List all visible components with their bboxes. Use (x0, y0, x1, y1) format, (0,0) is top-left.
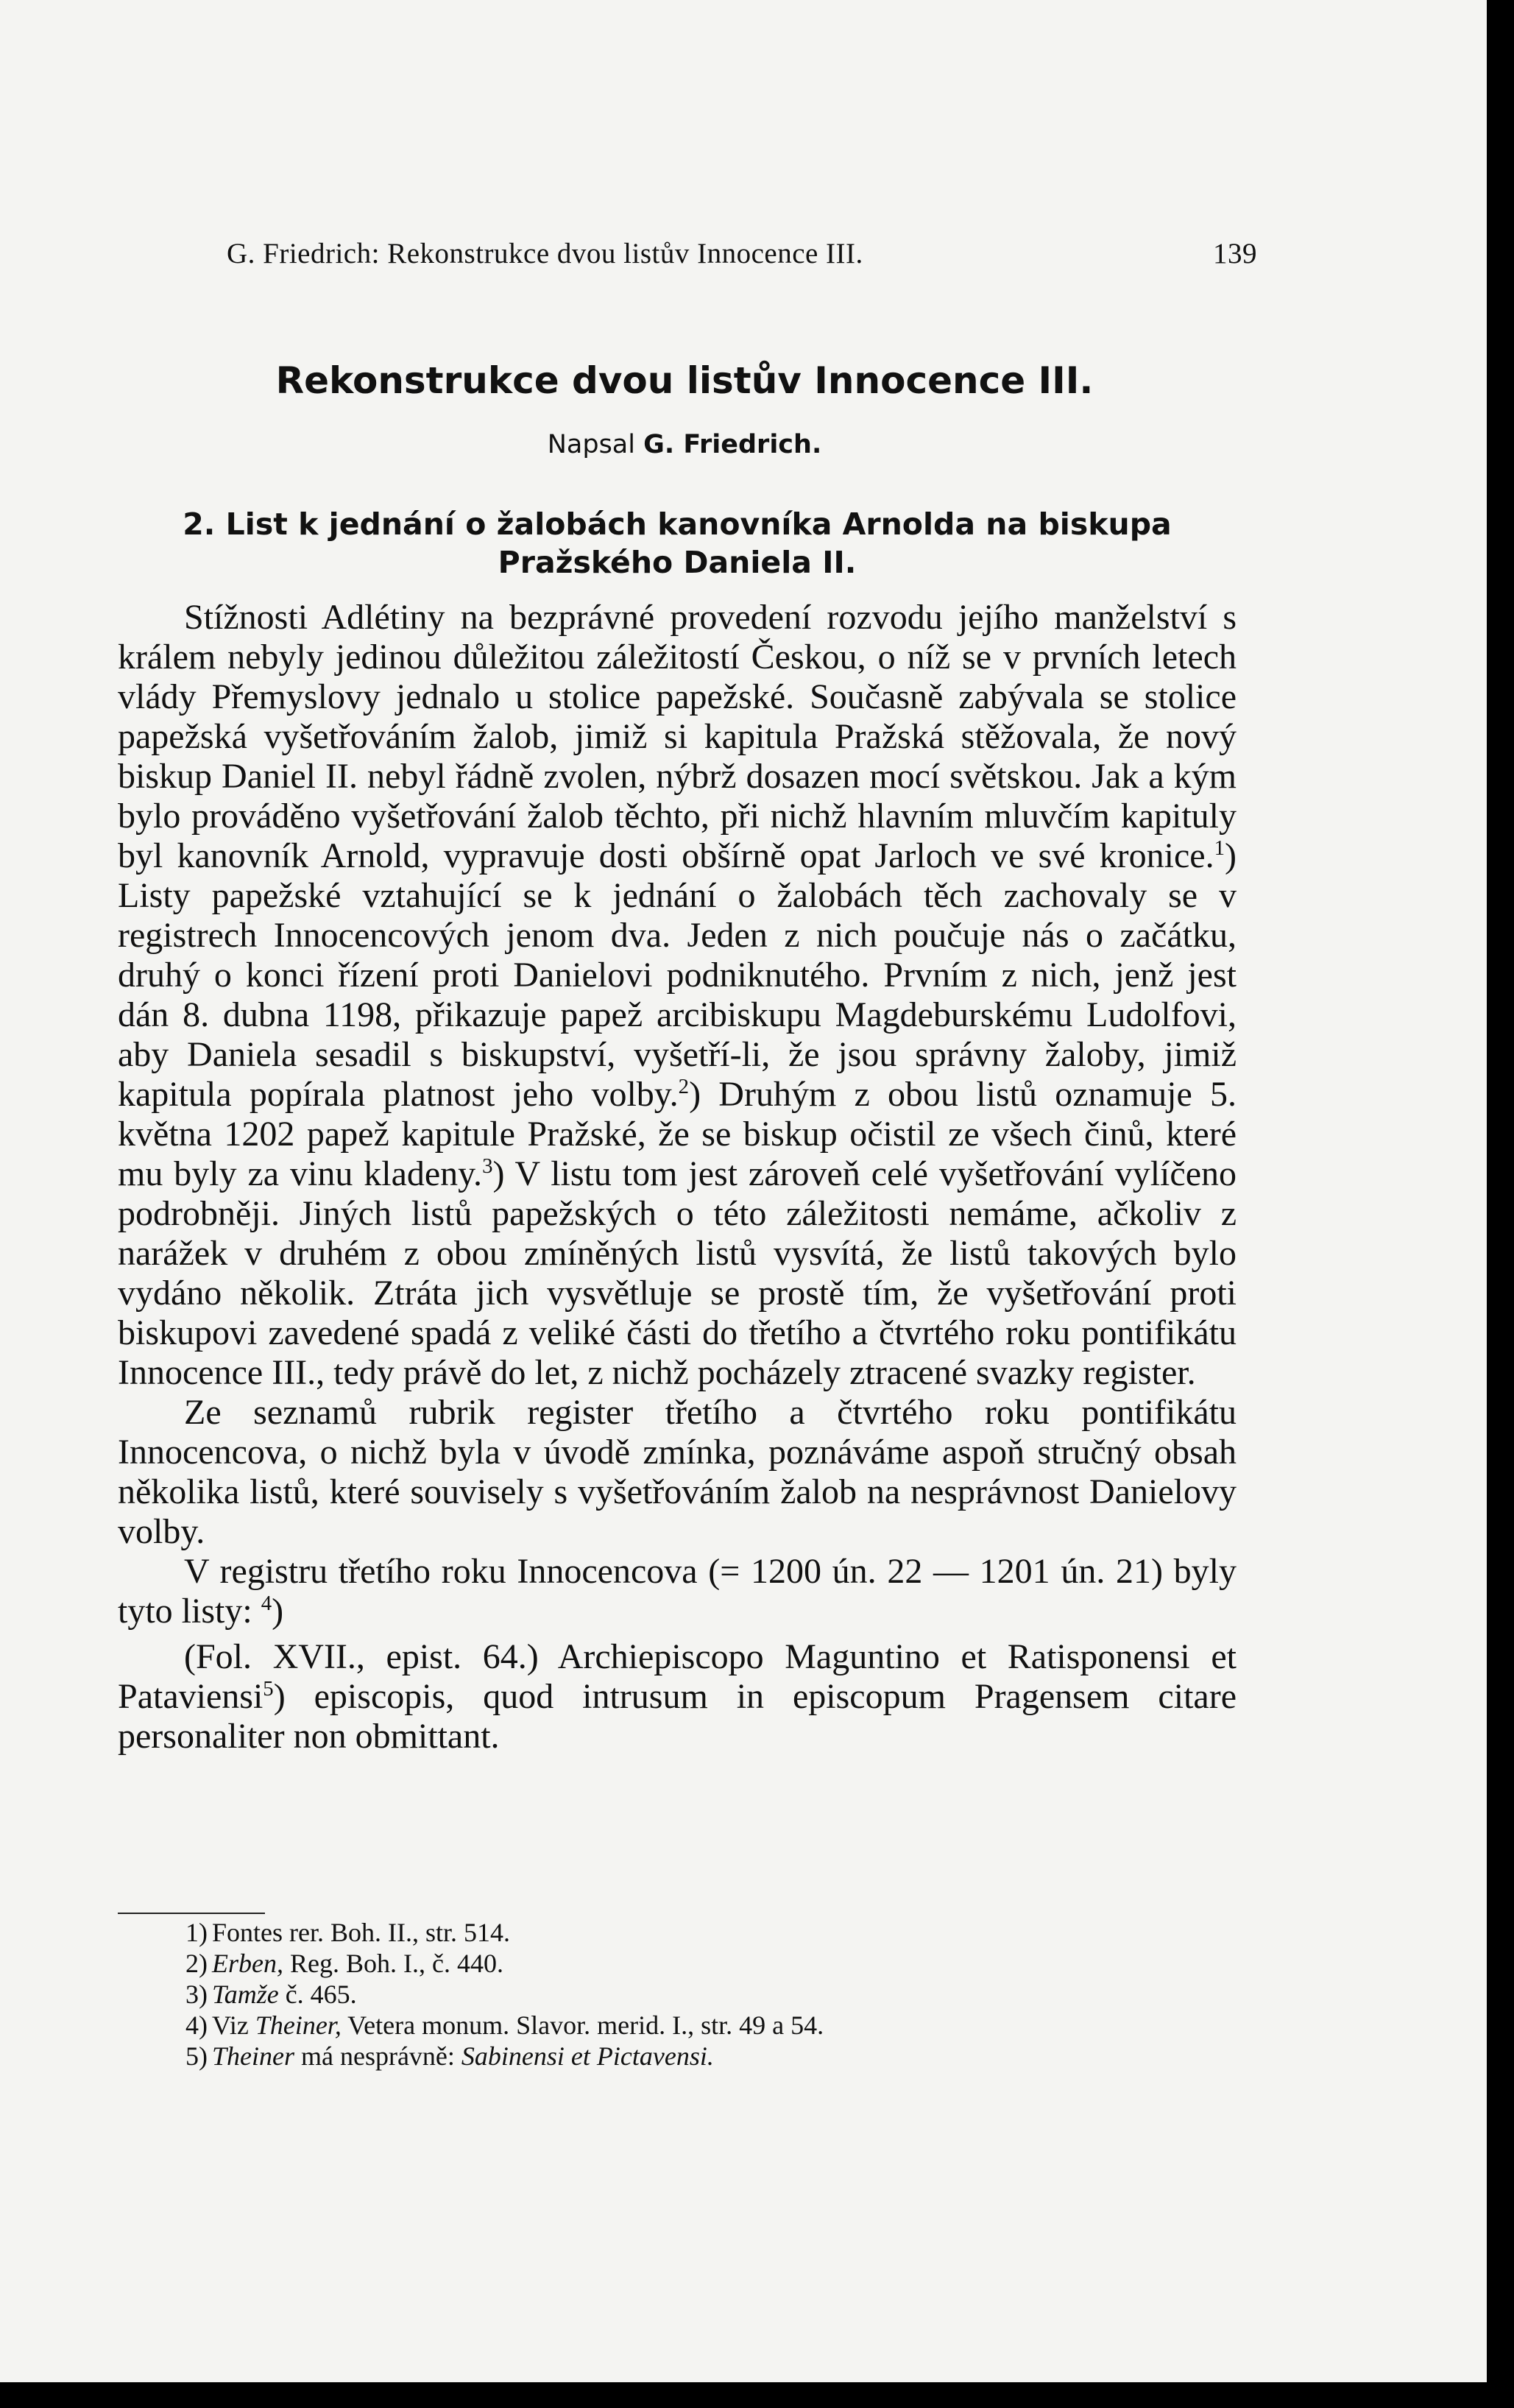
paragraph-3-part-1: V registru třetího roku Innocencova (= 1200 ún. 22 — 1201 ún. 21) byly tyto listy: (118, 1552, 1237, 1631)
paragraph-1 (118, 598, 1237, 1393)
paragraph-1-part-4: ) V listu tom jest zároveň celé vyšetřování vylíčeno podrobněji. Jiných listů papežských o této záležitosti nemáme, ačkoliv z narážek v druhém z obou zmíněných listů vysvítá, že listů takových bylo vydáno několik. Ztráta jich vysvětluje se prostě tím, že vyšetřování proti biskupovi zavedené spadá z veliké části do třetího a čtvrtého roku pontifikátu Innocence III., tedy právě do let, z nichž pocházely ztracené svazky register. (118, 1154, 1237, 1392)
footnote: 2) Erben, Reg. Boh. I., č. 440. (185, 1949, 503, 1978)
section-heading-line-1: 2. List k jednání o žalobách kanovníka Arnolda na biskupa (183, 506, 1172, 542)
paragraph-4 (118, 1637, 1237, 1756)
running-title: G. Friedrich: Rekonstrukce dvou listův Innocence III. (227, 238, 863, 269)
page-number: 139 (1213, 238, 1257, 269)
footnote-ref: 5 (263, 1677, 274, 1701)
paragraph-3-part-2: ) (272, 1592, 284, 1631)
footnote: 4) Viz Theiner, Vetera monum. Slavor. merid. I., str. 49 a 54. (185, 2010, 824, 2040)
footnote-ref: 4 (261, 1592, 272, 1615)
footnote-ref: 2 (678, 1075, 690, 1098)
section-heading (118, 505, 1237, 582)
body-text (118, 598, 1237, 1756)
paragraph-4-part-2: ) episcopis, quod intrusum in episcopum Pragensem citare personaliter non obmittant. (118, 1677, 1237, 1756)
author-line (110, 430, 1259, 459)
author-prefix: Napsal (547, 430, 635, 459)
footnote: 3) Tamže č. 465. (185, 1980, 357, 2009)
paragraph-1-part-1: Stížnosti Adlétiny na bezprávné provedení rozvodu jejího manželství s králem nebyly jedinou důležitou záležitostí Českou, o níž se v prvních letech vlády Přemyslovy jednalo u stolice papežské. Současně zabývala se stolice papežská vyšetřováním žalob, jimiž si kapitula Pražská stěžovala, že nový biskup Daniel II. nebyl řádně zvolen, nýbrž dosazen mocí světskou. Jak a kým bylo prováděno vyšetřování žalob těchto, při nichž hlavním mluvčím kapituly byl kanovník Arnold, vypravuje dosti obšírně opat Jarloch ve své kronice. (118, 598, 1237, 875)
paragraph-3 (118, 1552, 1237, 1631)
section-heading-line-2: Pražského Daniela II. (498, 545, 857, 580)
footnote-divider (118, 1913, 265, 1914)
footnote-ref: 3 (482, 1154, 493, 1178)
paragraph-2: Ze seznamů rubrik register třetího a čtvrtého roku pontifikátu Innocencova, o nichž byla v úvodě zmínka, poznáváme aspoň stručný obsah několika listů, které souvisely s vyšetřováním žalob na nesprávnost Danielovy volby. (118, 1393, 1237, 1551)
article-title: Rekonstrukce dvou listův Innocence III. (275, 359, 1094, 402)
paragraph-4-part-1: (Fol. XVII., epist. 64.) Archiepiscopo Maguntino et Ratisponensi et Pataviensi (118, 1637, 1237, 1716)
footnote-ref: 1 (1214, 836, 1225, 860)
paragraph-1-part-2: ) Listy papežské vztahující se k jednání o žalobách těch zachovaly se v registrech Innocencových jenom dva. Jeden z nich poučuje nás o začátku, druhý o konci řízení proti Danielovi podniknutého. Prvním z nich, jenž jest dán 8. dubna 1198, přikazuje papež arcibiskupu Magdeburskému Ludolfovi, aby Daniela sesadil s biskupství, vyšetří-li, že jsou správny žaloby, jimiž kapitula popírala platnost jeho volby. (118, 836, 1237, 1114)
footnotes (185, 1917, 1142, 2072)
running-header (227, 237, 1257, 270)
footnote: 5) Theiner má nesprávně: Sabinensi et Pictavensi. (185, 2041, 714, 2071)
author-name: G. Friedrich. (643, 430, 822, 459)
footnote: 1) Fontes rer. Boh. II., str. 514. (185, 1918, 510, 1947)
paragraph-1-part-3: ) Druhým z obou listů oznamuje 5. května 1202 papež kapitule Pražské, že se biskup očistil ze všech činů, které mu byly za vinu kladeny. (118, 1075, 1237, 1193)
